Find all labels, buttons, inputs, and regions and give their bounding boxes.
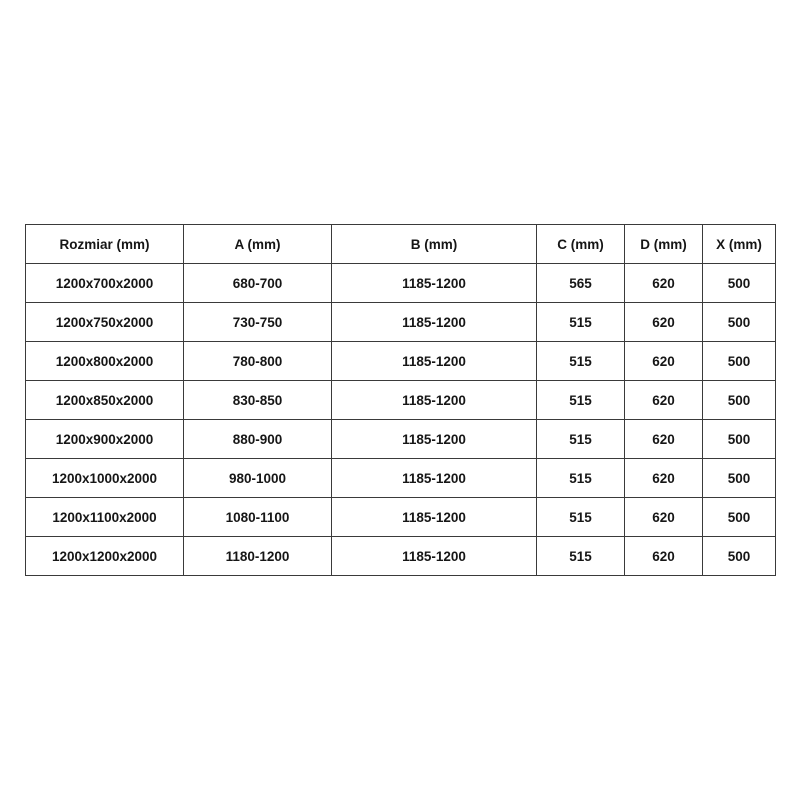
cell-x: 500 [703,264,776,303]
table-row [26,498,776,537]
cell-size: 1200x800x2000 [26,342,184,381]
cell-a: 980-1000 [184,459,332,498]
cell-x: 500 [703,498,776,537]
cell-d: 620 [625,459,703,498]
cell-b: 1185-1200 [332,420,537,459]
cell-x: 500 [703,381,776,420]
cell-b: 1185-1200 [332,459,537,498]
column-header-d: D (mm) [625,225,703,264]
specification-table-container [25,224,775,576]
cell-d: 620 [625,498,703,537]
cell-size: 1200x750x2000 [26,303,184,342]
cell-d: 620 [625,303,703,342]
cell-c: 515 [537,303,625,342]
cell-x: 500 [703,420,776,459]
cell-c: 515 [537,537,625,576]
cell-x: 500 [703,303,776,342]
cell-c: 515 [537,381,625,420]
specification-table [25,224,776,576]
cell-b: 1185-1200 [332,264,537,303]
cell-a: 780-800 [184,342,332,381]
cell-a: 1180-1200 [184,537,332,576]
cell-a: 1080-1100 [184,498,332,537]
column-header-c: C (mm) [537,225,625,264]
column-header-x: X (mm) [703,225,776,264]
column-header-a: A (mm) [184,225,332,264]
cell-size: 1200x1200x2000 [26,537,184,576]
cell-d: 620 [625,420,703,459]
cell-a: 830-850 [184,381,332,420]
cell-c: 515 [537,420,625,459]
cell-d: 620 [625,342,703,381]
cell-c: 515 [537,342,625,381]
table-row [26,537,776,576]
cell-b: 1185-1200 [332,381,537,420]
table-row [26,381,776,420]
table-row [26,459,776,498]
cell-b: 1185-1200 [332,303,537,342]
cell-size: 1200x700x2000 [26,264,184,303]
cell-c: 565 [537,264,625,303]
table-body [26,264,776,576]
column-header-b: B (mm) [332,225,537,264]
cell-size: 1200x850x2000 [26,381,184,420]
cell-b: 1185-1200 [332,342,537,381]
table-row [26,264,776,303]
table-row [26,342,776,381]
cell-x: 500 [703,342,776,381]
table-header-row [26,225,776,264]
cell-a: 880-900 [184,420,332,459]
cell-size: 1200x900x2000 [26,420,184,459]
column-header-rozmiar: Rozmiar (mm) [26,225,184,264]
cell-d: 620 [625,381,703,420]
cell-size: 1200x1100x2000 [26,498,184,537]
cell-a: 730-750 [184,303,332,342]
cell-a: 680-700 [184,264,332,303]
table-header [26,225,776,264]
table-row [26,420,776,459]
cell-d: 620 [625,537,703,576]
cell-c: 515 [537,459,625,498]
cell-size: 1200x1000x2000 [26,459,184,498]
cell-b: 1185-1200 [332,498,537,537]
cell-c: 515 [537,498,625,537]
cell-x: 500 [703,537,776,576]
cell-b: 1185-1200 [332,537,537,576]
table-row [26,303,776,342]
cell-x: 500 [703,459,776,498]
cell-d: 620 [625,264,703,303]
